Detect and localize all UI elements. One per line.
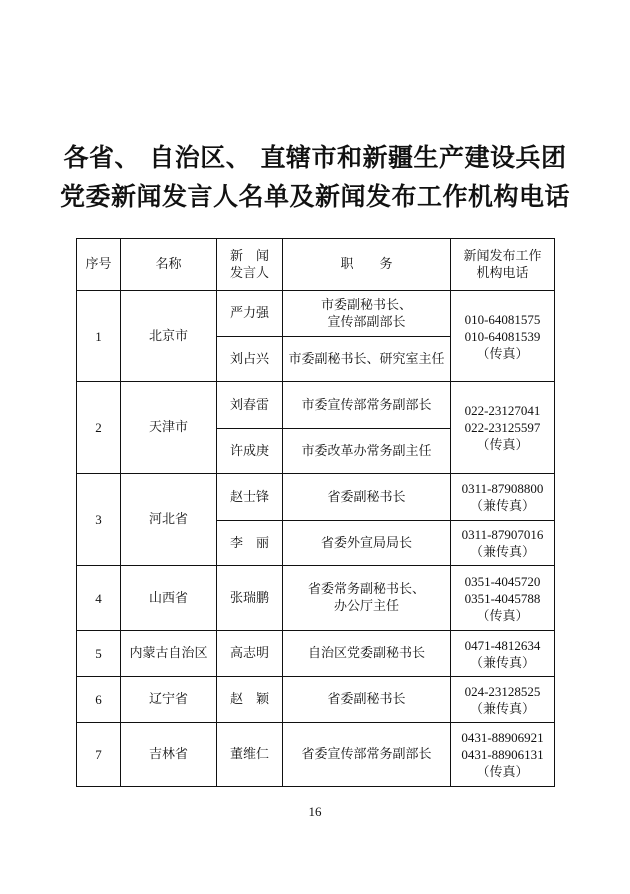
- speaker-name: 严力强: [217, 291, 283, 337]
- position-line: 省委副秘书长: [327, 692, 406, 707]
- row-region: 山西省: [121, 566, 217, 631]
- row-region: 内蒙古自治区: [121, 631, 217, 677]
- speaker-position: [283, 566, 451, 631]
- position-line: 自治区党委副秘书长: [307, 646, 425, 661]
- speaker-position: [283, 677, 451, 723]
- phone-note: （兼传真）: [469, 700, 535, 716]
- speaker-name: 张瑞鹏: [217, 566, 283, 631]
- position-line: 省委常务副秘书长、: [307, 582, 425, 597]
- row-region: 吉林省: [121, 723, 217, 787]
- position-line: 省委外宣局局长: [320, 535, 412, 551]
- speaker-position: [283, 382, 451, 429]
- position-line: 市委宣传部常务副部长: [301, 397, 432, 413]
- header-seq: 序号: [77, 239, 121, 291]
- header-speaker: [217, 239, 283, 291]
- spokesperson-table: [76, 238, 555, 787]
- speaker-position: [283, 474, 451, 521]
- header-position: 职 务: [283, 239, 451, 291]
- table-row: [77, 382, 555, 429]
- row-seq: 7: [77, 723, 121, 787]
- row-region: 北京市: [121, 291, 217, 382]
- phone-note: （兼传真）: [469, 654, 535, 670]
- page-title-line2: 党委新闻发言人名单及新闻发布工作机构电话: [59, 182, 570, 211]
- phone-number: 0431-88906131: [461, 747, 544, 762]
- phone-note: （兼传真）: [469, 544, 535, 559]
- office-phone: [451, 474, 555, 521]
- phone-number: 022-23127041: [464, 403, 541, 418]
- table-row: [77, 631, 555, 677]
- speaker-position: [283, 291, 451, 337]
- phone-number: 0351-4045788: [464, 590, 541, 606]
- office-phone: [451, 677, 555, 723]
- phone-number: 0431-88906921: [461, 730, 544, 745]
- office-phone: [451, 291, 555, 382]
- header-phone: [451, 239, 555, 291]
- office-phone: [451, 631, 555, 677]
- phone-number: 0471-4812634: [464, 637, 541, 653]
- speaker-position: [283, 521, 451, 566]
- speaker-name: 李 丽: [217, 521, 283, 566]
- speaker-position: [283, 723, 451, 787]
- speaker-position: [283, 631, 451, 677]
- row-region: 辽宁省: [121, 677, 217, 723]
- table-row: [77, 566, 555, 631]
- office-phone: [451, 382, 555, 474]
- table-header-row: [77, 239, 555, 291]
- office-phone: [451, 723, 555, 787]
- row-seq: 5: [77, 631, 121, 677]
- row-seq: 2: [77, 382, 121, 474]
- row-seq: 1: [77, 291, 121, 382]
- table-row: [77, 677, 555, 723]
- office-phone: [451, 566, 555, 631]
- office-phone: [451, 521, 555, 566]
- row-region: 天津市: [121, 382, 217, 474]
- speaker-position: [283, 429, 451, 474]
- row-seq: 4: [77, 566, 121, 631]
- phone-number: 010-64081575: [464, 311, 541, 327]
- speaker-name: 赵士锋: [217, 474, 283, 521]
- speaker-name: 赵 颖: [217, 677, 283, 723]
- row-seq: 3: [77, 474, 121, 566]
- page-number: 16: [308, 804, 322, 819]
- speaker-name: 高志明: [217, 631, 283, 677]
- position-line: 办公厅主任: [333, 599, 399, 614]
- phone-number: 0351-4045720: [464, 573, 541, 589]
- position-line: 宣传部副部长: [327, 314, 406, 330]
- phone-number: 0311-87907016: [461, 527, 544, 542]
- header-speaker-line1: 新 闻: [229, 248, 269, 264]
- speaker-name: 许成庚: [217, 429, 283, 474]
- table-row: [77, 723, 555, 787]
- row-region: 河北省: [121, 474, 217, 566]
- speaker-name: 董维仁: [217, 723, 283, 787]
- position-line: 市委副秘书长、: [320, 297, 412, 313]
- phone-number: 0311-87908800: [461, 481, 544, 496]
- header-phone-line1: 新闻发布工作: [463, 248, 542, 264]
- speaker-position: [283, 337, 451, 382]
- position-line: 市委改革办常务副主任: [301, 443, 432, 459]
- table-row: [77, 474, 555, 521]
- position-line: 市委副秘书长、研究室主任: [288, 351, 445, 367]
- phone-note: （传真）: [476, 345, 529, 361]
- row-seq: 6: [77, 677, 121, 723]
- phone-note: （兼传真）: [469, 498, 535, 513]
- header-speaker-line2: 发言人: [229, 265, 269, 281]
- position-line: 省委副秘书长: [327, 489, 406, 505]
- header-name: 名称: [121, 239, 217, 291]
- phone-note: （传真）: [476, 764, 529, 779]
- phone-number: 022-23125597: [464, 420, 541, 435]
- speaker-name: 刘春雷: [217, 382, 283, 429]
- phone-number: 024-23128525: [464, 683, 541, 699]
- phone-note: （传真）: [476, 437, 529, 452]
- phone-number: 010-64081539: [464, 328, 541, 344]
- phone-note: （传真）: [476, 607, 529, 623]
- table-row: [77, 291, 555, 337]
- page-title-line1: 各省、 自治区、 直辖市和新疆生产建设兵团: [63, 143, 567, 172]
- speaker-name: 刘占兴: [217, 337, 283, 382]
- header-phone-line2: 机构电话: [476, 265, 529, 281]
- position-line: 省委宣传部常务副部长: [301, 747, 432, 762]
